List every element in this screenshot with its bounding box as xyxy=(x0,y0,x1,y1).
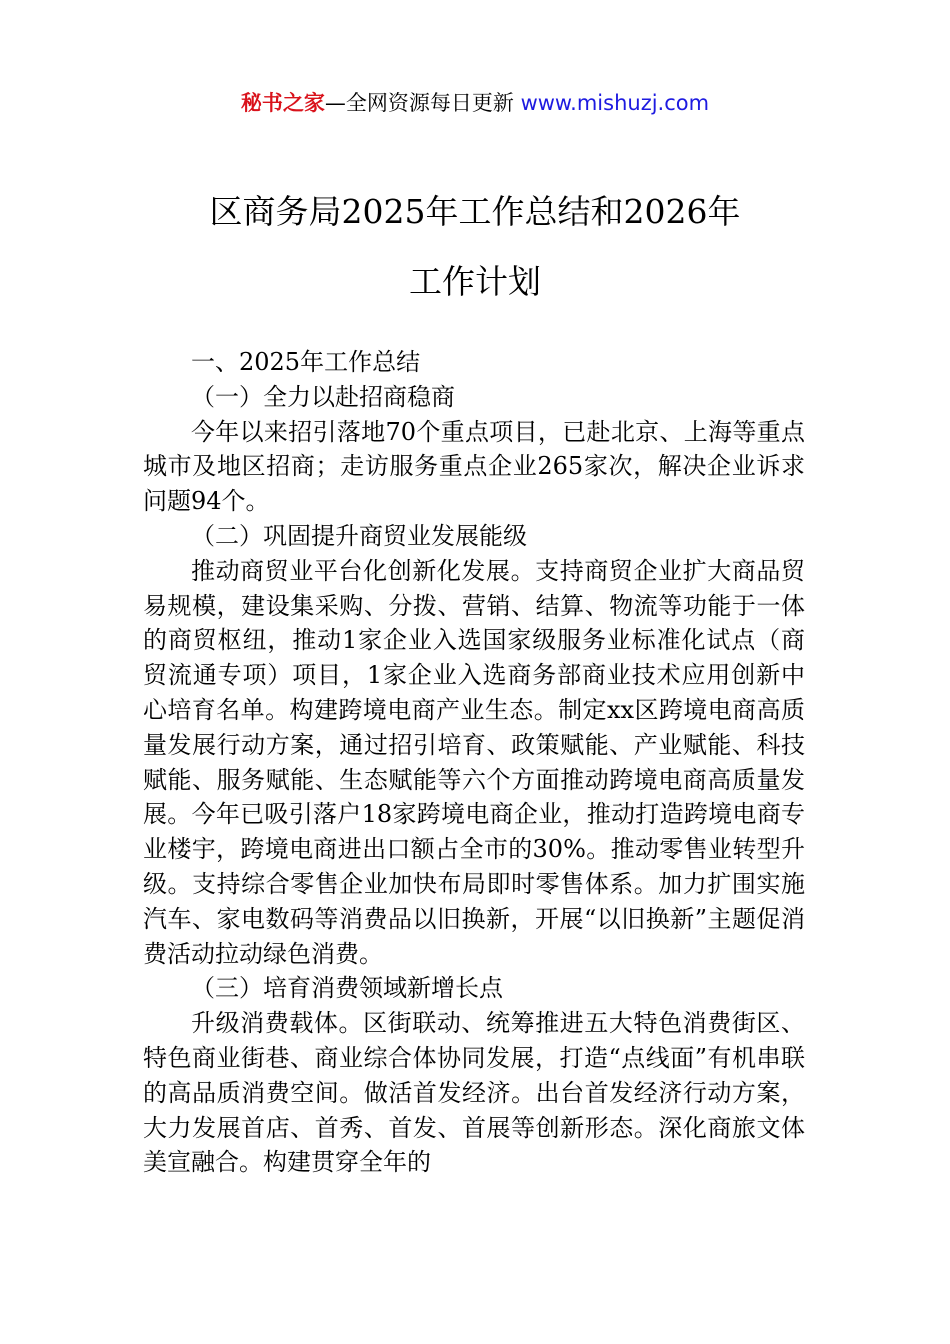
subsection-heading-2: （二）巩固提升商贸业发展能级 xyxy=(191,521,527,550)
site-url-link[interactable]: www.mishuzj.com xyxy=(520,91,710,115)
site-header xyxy=(0,88,950,118)
subsection-heading-3: （三）培育消费领域新增长点 xyxy=(191,974,503,1003)
document-body xyxy=(143,345,805,1180)
document-title-line-2: 工作计划 xyxy=(409,262,541,301)
header-tagline: —全网资源每日更新 xyxy=(324,91,514,115)
paragraph-3: 升级消费载体。区街联动、统筹推进五大特色消费街区、特色商业街巷、商业综合体协同发展，打造“点线面”有机串联的高品质消费空间。做活首发经济。出台首发经济行动方案，大力发展首店、首秀、首发、首展等创新形态。深化商旅文体美宣融合。构建贯穿全年的 xyxy=(143,1009,805,1177)
section-heading: 一、2025年工作总结 xyxy=(191,348,421,376)
document-title-line-1: 区商务局2025年工作总结和2026年 xyxy=(209,192,741,231)
paragraph-1: 今年以来招引落地70个重点项目，已赴北京、上海等重点城市及地区招商；走访服务重点企业265家次，解决企业诉求问题94个。 xyxy=(143,417,805,516)
paragraph-2: 推动商贸业平台化创新化发展。支持商贸企业扩大商品贸易规模，建设集采购、分拨、营销、结算、物流等功能于一体的商贸枢纽，推动1家企业入选国家级服务业标准化试点（商贸流通专项）项目，1家企业入选商务部商业技术应用创新中心培育名单。构建跨境电商产业生态。制定xx区跨境电商高质量发展行动方案，通过招引培育、政策赋能、产业赋能、科技赋能、服务赋能、生态赋能等六个方面推动跨境电商高质量发展。今年已吸引落户18家跨境电商企业，推动打造跨境电商专业楼宇，跨境电商进出口额占全市的30%。推动零售业转型升级。支持综合零售企业加快布局即时零售体系。加力扩围实施汽车、家电数码等消费品以旧换新，开展“以旧换新”主题促消费活动拉动绿色消费。 xyxy=(143,556,805,968)
subsection-heading-1: （一）全力以赴招商稳商 xyxy=(191,382,455,411)
brand-name: 秘书之家 xyxy=(240,91,325,115)
